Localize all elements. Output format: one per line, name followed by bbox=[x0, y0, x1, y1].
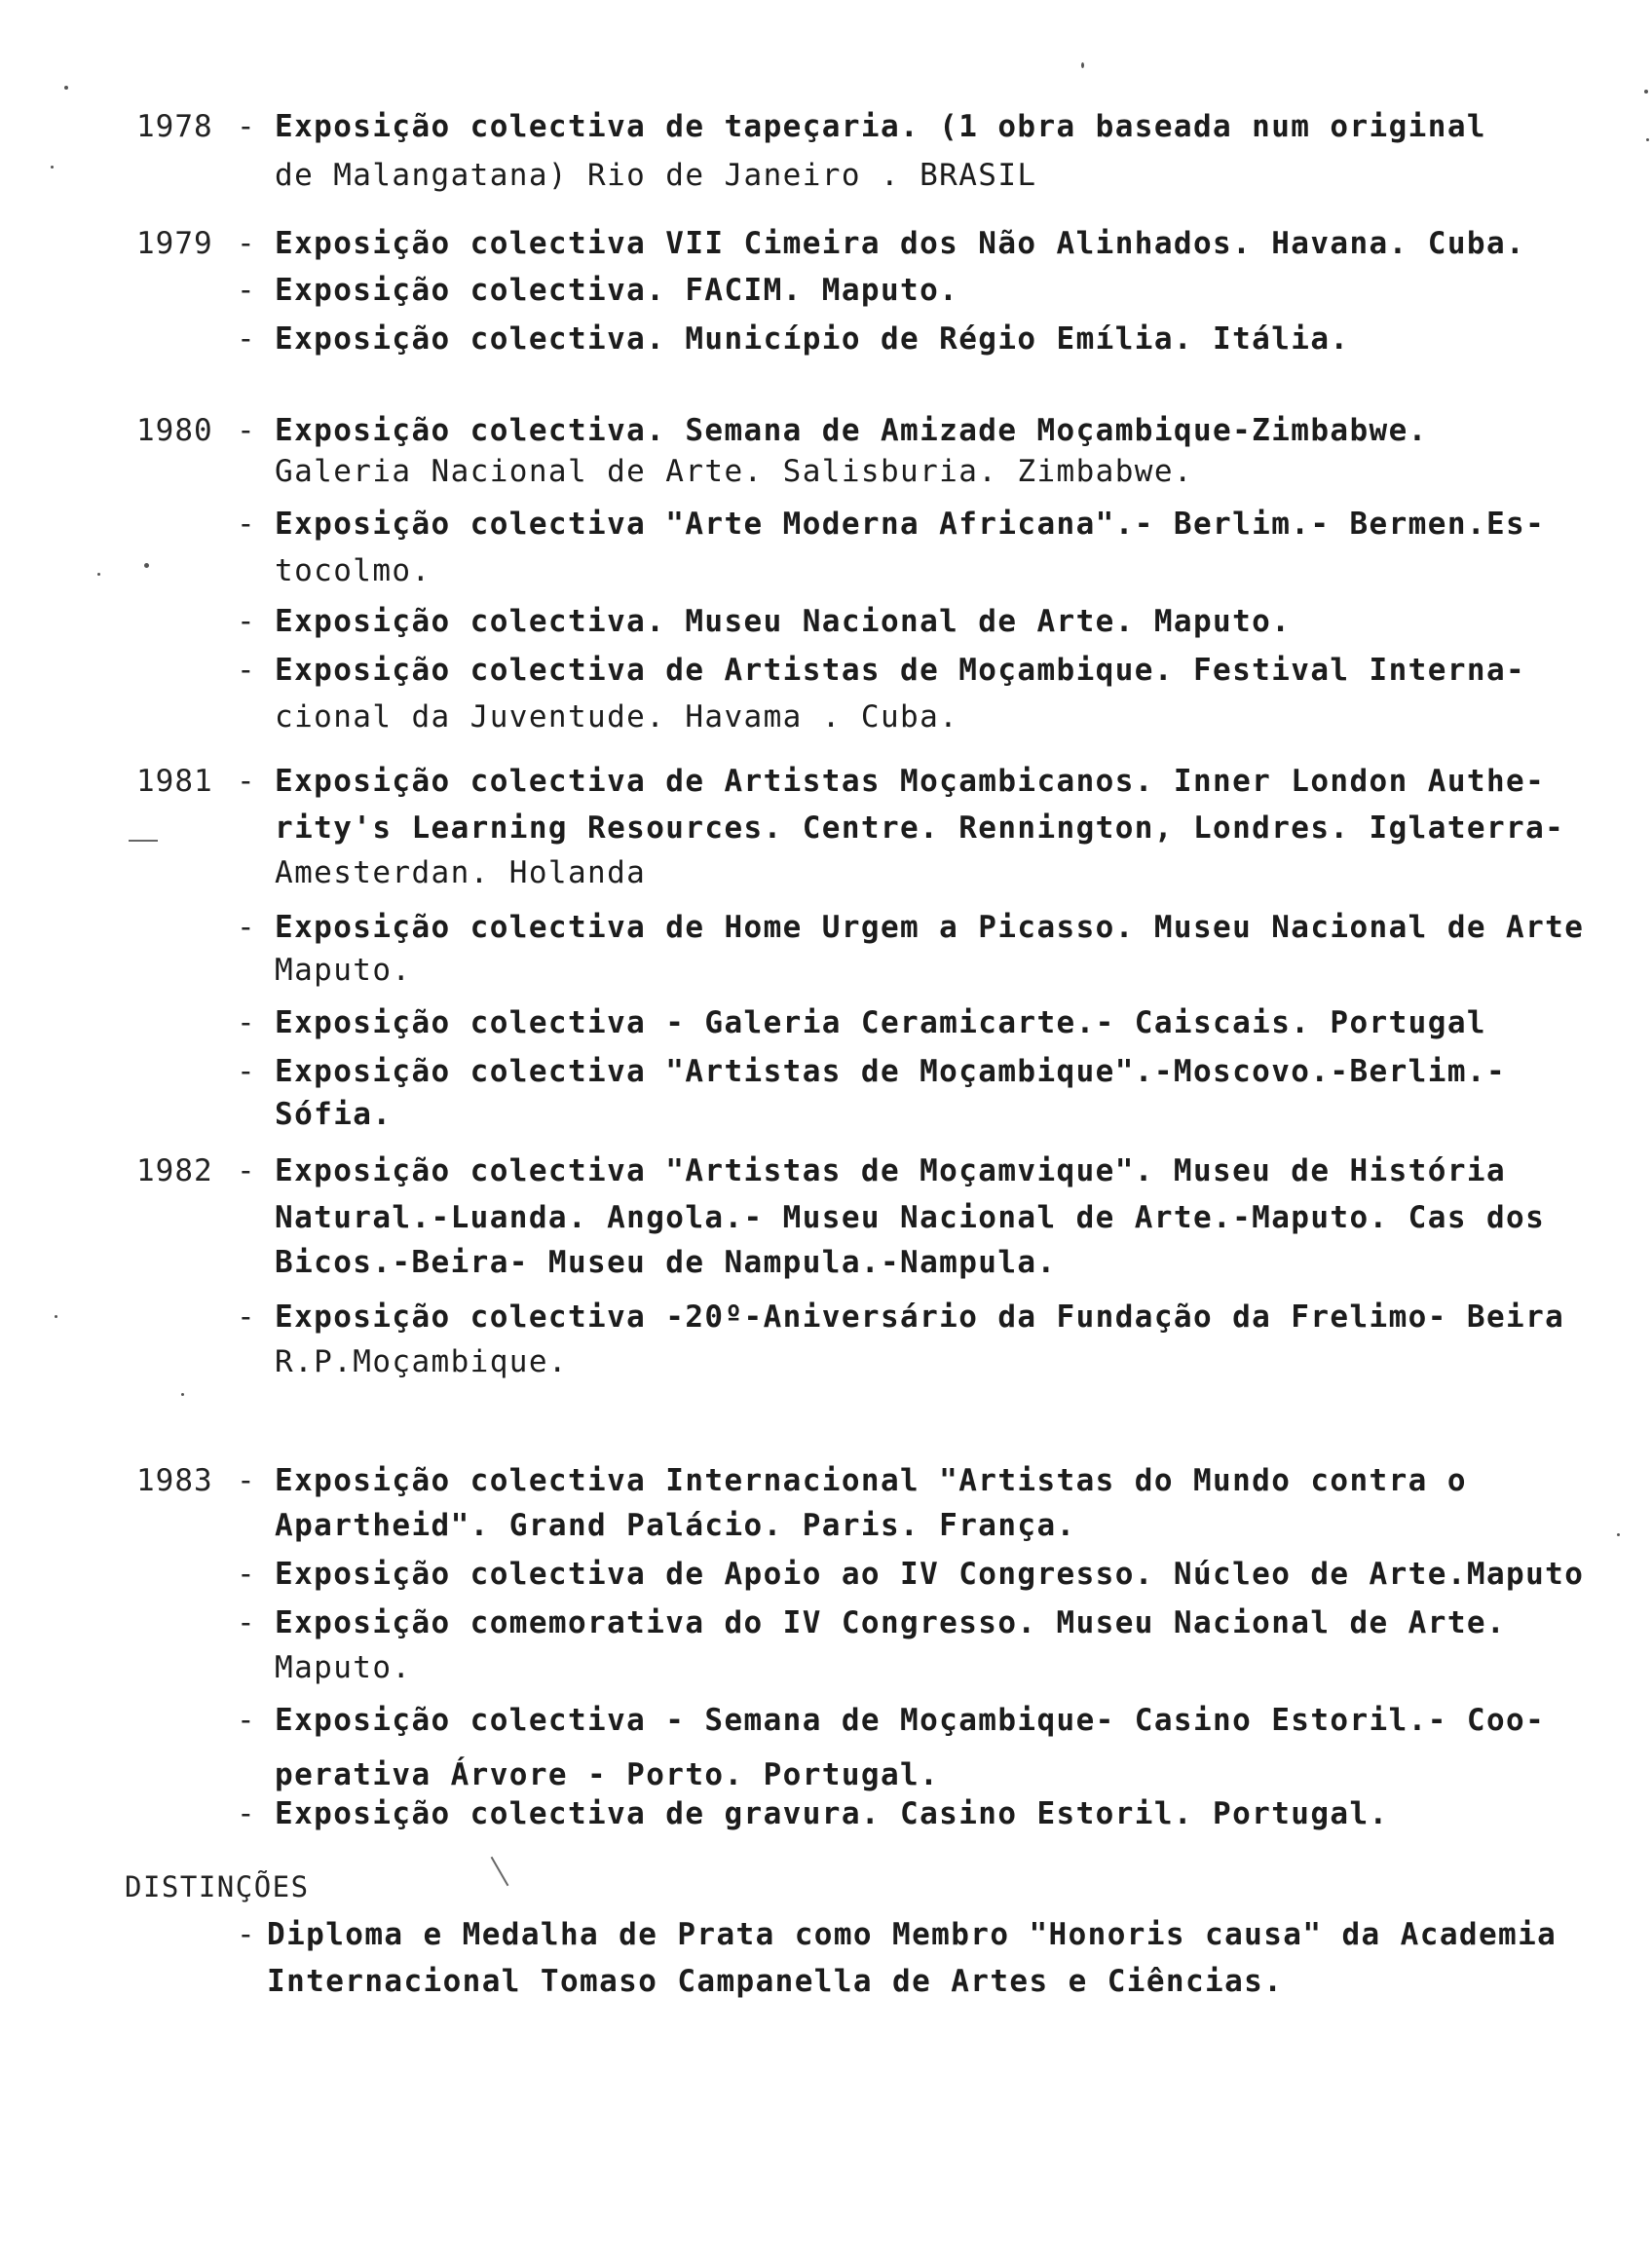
item-line: Exposição colectiva "Arte Moderna Africana".- Berlim.- Bermen.Es- bbox=[275, 507, 1546, 542]
item-line: rity's Learning Resources. Centre. Rennington, Londres. Iglaterra- bbox=[275, 810, 1565, 846]
scan-speck bbox=[144, 563, 149, 568]
item-line: cional da Juventude. Havama . Cuba. bbox=[275, 699, 959, 734]
item-line: Maputo. bbox=[275, 953, 412, 988]
item-line: Diploma e Medalha de Prata como Membro "Honoris causa" da Academia bbox=[267, 1917, 1558, 1952]
dash: - bbox=[237, 413, 255, 448]
item-line: Exposição colectiva. Município de Régio Emília. Itália. bbox=[275, 321, 1350, 357]
item-line: Exposição colectiva "Artistas de Moçambique".-Moscovo.-Berlim.- bbox=[275, 1054, 1507, 1089]
scan-speck bbox=[64, 86, 68, 90]
dash: - bbox=[237, 1557, 255, 1592]
scan-speck bbox=[97, 573, 100, 576]
item-line: Exposição colectiva "Artistas de Moçamvique". Museu de História bbox=[275, 1153, 1507, 1188]
year-label: 1978 bbox=[136, 109, 213, 144]
item-line: Exposição colectiva de Apoio ao IV Congresso. Núcleo de Arte.Maputo bbox=[275, 1557, 1585, 1592]
year-label: 1982 bbox=[136, 1153, 213, 1188]
scan-mark bbox=[129, 840, 158, 842]
item-line: Exposição comemorativa do IV Congresso. Museu Nacional de Arte. bbox=[275, 1605, 1507, 1640]
item-line: Exposição colectiva Internacional "Artistas do Mundo contra o bbox=[275, 1463, 1467, 1498]
dash: - bbox=[237, 1153, 255, 1188]
dash: - bbox=[237, 1796, 255, 1831]
item-line: Bicos.-Beira- Museu de Nampula.-Nampula. bbox=[275, 1245, 1057, 1280]
dash: - bbox=[237, 910, 255, 945]
dash: - bbox=[237, 1703, 255, 1738]
item-line: Exposição colectiva - Semana de Moçambique- Casino Estoril.- Coo- bbox=[275, 1703, 1546, 1738]
item-line: Apartheid". Grand Palácio. Paris. França. bbox=[275, 1508, 1076, 1543]
item-line: Exposição colectiva de Artistas Moçambicanos. Inner London Authe- bbox=[275, 764, 1546, 799]
item-line: Exposição colectiva. Museu Nacional de Arte. Maputo. bbox=[275, 604, 1292, 639]
scan-speck bbox=[1081, 62, 1084, 68]
item-line: Exposição colectiva de gravura. Casino Estoril. Portugal. bbox=[275, 1796, 1389, 1831]
item-line: Exposição colectiva. Semana de Amizade Moçambique-Zimbabwe. bbox=[275, 413, 1428, 448]
item-line: Natural.-Luanda. Angola.- Museu Nacional de Arte.-Maputo. Cas dos bbox=[275, 1200, 1546, 1235]
dash: - bbox=[237, 321, 255, 357]
dash: - bbox=[237, 653, 255, 688]
item-line: R.P.Moçambique. bbox=[275, 1344, 568, 1379]
dash: - bbox=[237, 226, 255, 261]
scan-speck bbox=[1646, 138, 1649, 141]
item-line: Exposição colectiva de Artistas de Moçambique. Festival Interna- bbox=[275, 653, 1526, 688]
item-line: Exposição colectiva - Galeria Ceramicarte.- Caiscais. Portugal bbox=[275, 1005, 1486, 1040]
item-line: Maputo. bbox=[275, 1650, 412, 1685]
year-label: 1979 bbox=[136, 226, 213, 261]
item-line: Sófia. bbox=[275, 1097, 393, 1132]
item-line: Exposição colectiva de Home Urgem a Picasso. Museu Nacional de Arte bbox=[275, 910, 1585, 945]
year-label: 1983 bbox=[136, 1463, 213, 1498]
dash: - bbox=[237, 507, 255, 542]
item-line: Exposição colectiva -20º-Aniversário da Fundação da Frelimo- Beira bbox=[275, 1300, 1565, 1335]
scan-speck bbox=[51, 166, 54, 169]
dash: - bbox=[237, 273, 255, 308]
dash: - bbox=[237, 764, 255, 799]
item-line: tocolmo. bbox=[275, 553, 432, 588]
dash: - bbox=[237, 1005, 255, 1040]
dash: - bbox=[237, 1054, 255, 1089]
item-line: Exposição colectiva VII Cimeira dos Não Alinhados. Havana. Cuba. bbox=[275, 226, 1526, 261]
item-line: Exposição colectiva de tapeçaria. (1 obra baseada num original bbox=[275, 109, 1486, 144]
dash: - bbox=[237, 604, 255, 639]
dash: - bbox=[237, 1917, 255, 1952]
scan-speck bbox=[55, 1315, 57, 1318]
dash: - bbox=[237, 1463, 255, 1498]
item-line: Amesterdan. Holanda bbox=[275, 855, 647, 890]
dash: - bbox=[237, 1605, 255, 1640]
year-label: 1980 bbox=[136, 413, 213, 448]
item-line: Internacional Tomaso Campanella de Artes e Ciências. bbox=[267, 1964, 1284, 1999]
year-label: 1981 bbox=[136, 764, 213, 799]
scan-speck bbox=[181, 1393, 184, 1396]
section-heading: DISTINÇÕES bbox=[125, 1870, 310, 1903]
item-line: perativa Árvore - Porto. Portugal. bbox=[275, 1757, 940, 1792]
dash: - bbox=[237, 109, 255, 144]
item-line: Galeria Nacional de Arte. Salisburia. Zimbabwe. bbox=[275, 454, 1193, 489]
item-line: Exposição colectiva. FACIM. Maputo. bbox=[275, 273, 959, 308]
scan-mark bbox=[491, 1857, 509, 1886]
scan-speck bbox=[1644, 90, 1648, 94]
scan-speck bbox=[1617, 1533, 1620, 1536]
item-line: de Malangatana) Rio de Janeiro . BRASIL bbox=[275, 158, 1037, 193]
dash: - bbox=[237, 1300, 255, 1335]
